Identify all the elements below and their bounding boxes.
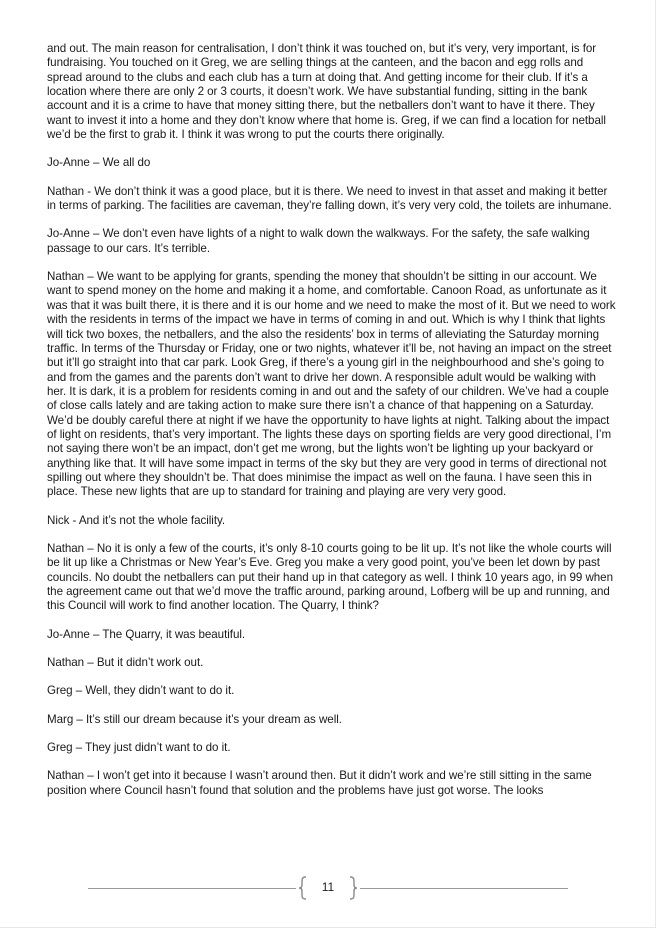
paragraph: Nathan – But it didn’t work out. [47,656,204,670]
paragraph: Nick - And it’s not the whole facility. [47,513,226,527]
footer-rule-left [88,888,296,889]
page-number: 11 [321,880,335,894]
paragraph: Jo-Anne – We all do [47,156,151,170]
footer-rule-right [360,888,568,889]
paragraph: Greg – Well, they didn’t want to do it. [47,684,235,698]
page-footer [88,876,568,900]
paragraph: Jo-Anne – The Quarry, it was beautiful. [47,627,246,641]
paragraph: Jo-Anne – We don’t even have lights of a night to walk down the walkways. For the safety, the safe walking passage to our cars. It’s terrible. [47,227,590,255]
transcript-body [47,42,617,812]
paragraph: Nathan – We want to be applying for grants, spending the money that shouldn’t be sitting in our account. We want to spend money on the home and making it a home, and comfortable. Canoon Road, as unfortunate as it was that it was built there, it is there and it is our home and we need to make the most of it. But we need to work with the residents in terms of the impact we have in terms of coming in and out. Which is why I think that lights will tick two boxes, the netballers, and the also the residents’ box in terms of alleviating the Saturday morning traffic. In terms of the Thursday or Friday, one or two nights, whatever it’ll be, not having an impact on the street but it’ll go straight into that car park. Look Greg, if there’s a young girl in the neighbourhood and she’s going to and from the games and the parents don’t want to drive her down. A responsible adult would be walking with her. It is dark, it is a problem for residents coming in and out and the safety of our children. We’ve had a couple of close calls lately and are taking action to make sure there isn’t a chance of that happening on a Saturday. We’d be doubly careful there at night if we have the opportunity to have lights at night. Talking about the impact of light on residents, that’s very important. The lights these days on sporting fields are very good directional, I’m not saying there won’t be an impact, don’t get me wrong, but the lights won’t be lighting up your backyard or anything like that. It will have some impact in terms of the sky but they are very good in terms of directional not spilling out where they shouldn’t be. That does minimise the impact as well on the fauna. I have seen this in place. These new lights that are up to standard for training and playing are very very good. [47,270,616,499]
paragraph: Nathan - We don’t think it was a good place, but it is there. We need to invest in that asset and making it better in terms of parking. The facilities are caveman, they’re falling down, it’s very very cold, the toilets are inhumane. [47,184,612,213]
left-brace-icon [298,876,308,900]
paragraph: Marg – It’s still our dream because it’s your dream as well. [47,712,342,726]
right-brace-icon [348,876,358,900]
paragraph: Nathan – No it is only a few of the courts, it’s only 8-10 courts going to be lit up. It’s not like the whole courts will be lit up like a Christmas or New Year’s Eve. Greg you make a very good point, you’ve been let down by past councils. No doubt the netballers can put their hand up in that category as well. I think 10 years ago, in 99 when the agreement came out that we’d move the traffic around, parking around, Lofberg will be up and running, and this Council will work to find another location. The Quarry, I think? [47,541,613,613]
paragraph: Greg – They just didn’t want to do it. [47,741,231,755]
paragraph: Nathan – I won’t get into it because I wasn’t around then. But it didn’t work and we’re still sitting in the same position where Council hasn’t found that solution and the problems have just got worse. The looks [47,769,592,797]
paragraph: and out. The main reason for centralisation, I don’t think it was touched on, but it’s very, very important, is for fundraising. You touched on it Greg, we are selling things at the canteen, and the bacon and egg rolls and spread around to the clubs and each club has a turn at doing that. And getting income for their club. If it’s a location where there are only 2 or 3 courts, it doesn’t work. We have substantial funding, sitting in the bank account and it is a crime to have that money sitting there, but the netballers don’t want to have it there. They want to invest it into a home and they don’t know where that home is. Greg, if we can find a location for netball we’d be the first to grab it. I think it was wrong to put the courts there originally. [47,42,606,142]
